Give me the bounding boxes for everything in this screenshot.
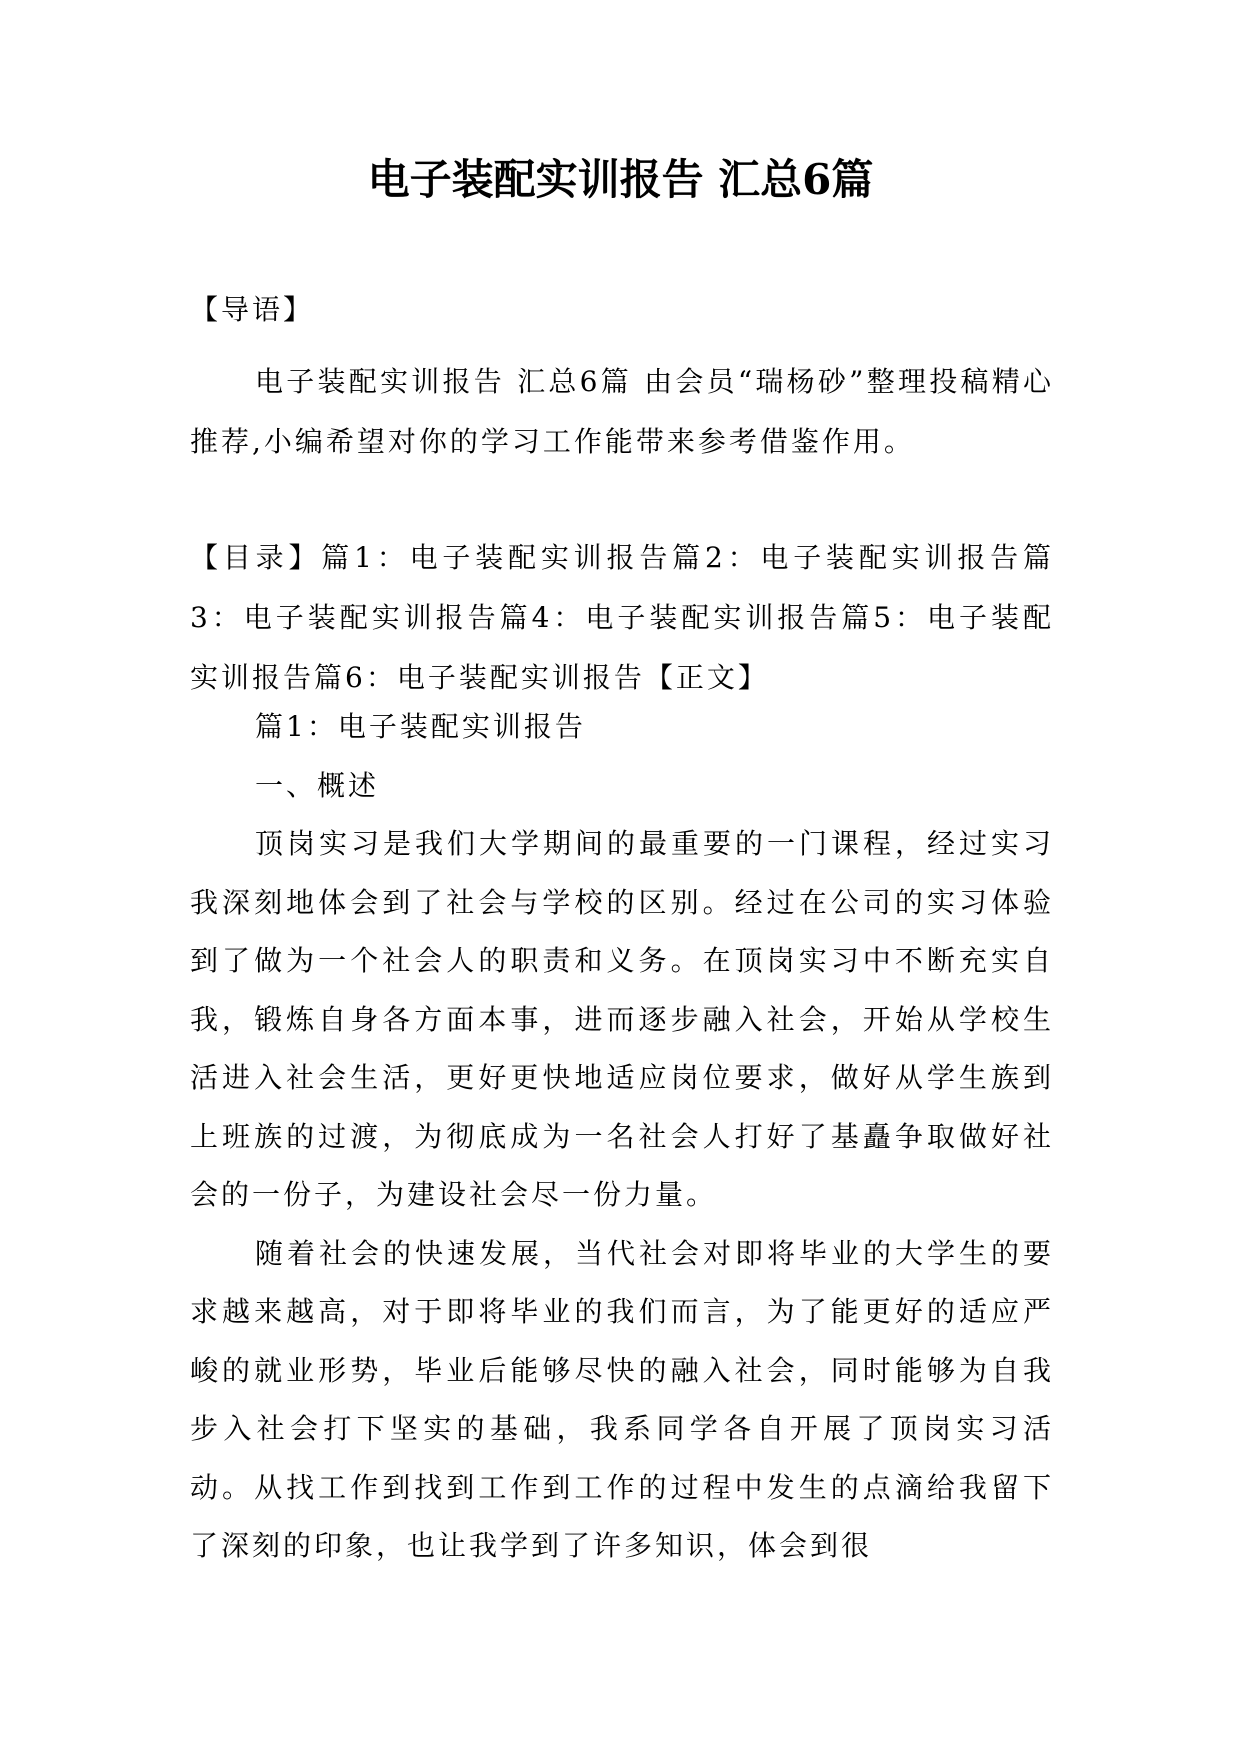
lead-label: 【导语】 (190, 293, 315, 326)
section-heading: 篇1：电子装配实训报告 (255, 710, 586, 743)
article-body (190, 698, 1054, 1576)
body-paragraph: 随着社会的快速发展，当代社会对即将毕业的大学生的要求越来越高，对于即将毕业的我们而言，为了能更好的适应严峻的就业形势，毕业后能够尽快的融入社会，同时能够为自我步入社会打下坚实的基础，我系同学各自开展了顶岗实习活动。从找工作到找到工作到工作的过程中发生的点滴给我留下了深刻的印象，也让我学到了许多知识，体会到很 (190, 1236, 1054, 1562)
table-of-contents: 【目录】篇1：电子装配实训报告篇2：电子装配实训报告篇3：电子装配实训报告篇4：电子装配实训报告篇5：电子装配实训报告篇6：电子装配实训报告【正文】 (190, 541, 1054, 694)
document-title: 电子装配实训报告 汇总6篇 (367, 155, 874, 204)
body-paragraph: 顶岗实习是我们大学期间的最重要的一门课程，经过实习我深刻地体会到了社会与学校的区别。经过在公司的实习体验到了做为一个社会人的职责和义务。在顶岗实习中不断充实自我，锻炼自身各方面本事，进而逐步融入社会，开始从学校生活进入社会生活，更好更快地适应岗位要求，做好从学生族到上班族的过渡，为彻底成为一名社会人打好了基矗争取做好社会的一份子，为建设社会尽一份力量。 (190, 827, 1054, 1211)
intro-paragraph: 电子装配实训报告 汇总6篇 由会员“瑞杨砂”整理投稿精心推荐,小编希望对你的学习工作能带来参考借鉴作用。 (190, 365, 1054, 458)
subheading: 一、概述 (255, 768, 380, 802)
